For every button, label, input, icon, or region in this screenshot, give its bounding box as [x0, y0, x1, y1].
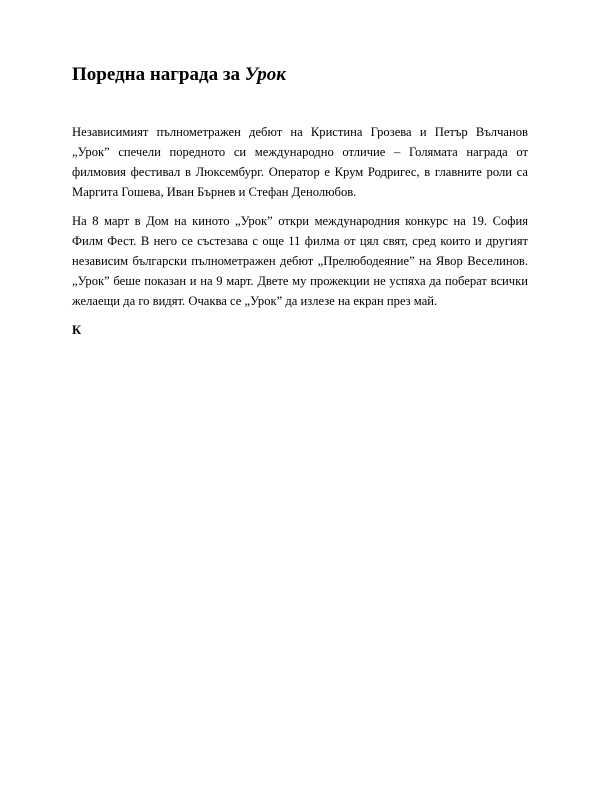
paragraph-2: На 8 март в Дом на киното „Урок” откри международния конкурс на 19. София Филм Фест. В него се състезава с още 11 филма от цял свят, сред които и другият независим български пълнометражен дебют „Прелюбодеяние” на Явор Веселинов. „Урок” беше показан и на 9 март. Двете му прожекции не успяха да поберат всички желаещи да го видят. Очаква се „Урок” да излезе на екран през май. — [72, 214, 528, 308]
end-mark: К — [72, 323, 82, 337]
article-title-film-name: Урок — [244, 64, 286, 85]
paragraph-1: Независимият пълнометражен дебют на Кристина Грозева и Петър Вълчанов „Урок” спечели поредното си международно отличие – Голямата награда от филмовия фестивал в Люксембург. Оператор е Крум Родригес, в главните роли са Маргита Гошева, Иван Бърнев и Стефан Денолюбов. — [72, 125, 528, 199]
article-title — [72, 60, 528, 90]
article-body — [72, 122, 528, 340]
document-page — [72, 60, 528, 340]
article-title-text: Поредна награда за — [72, 64, 245, 85]
